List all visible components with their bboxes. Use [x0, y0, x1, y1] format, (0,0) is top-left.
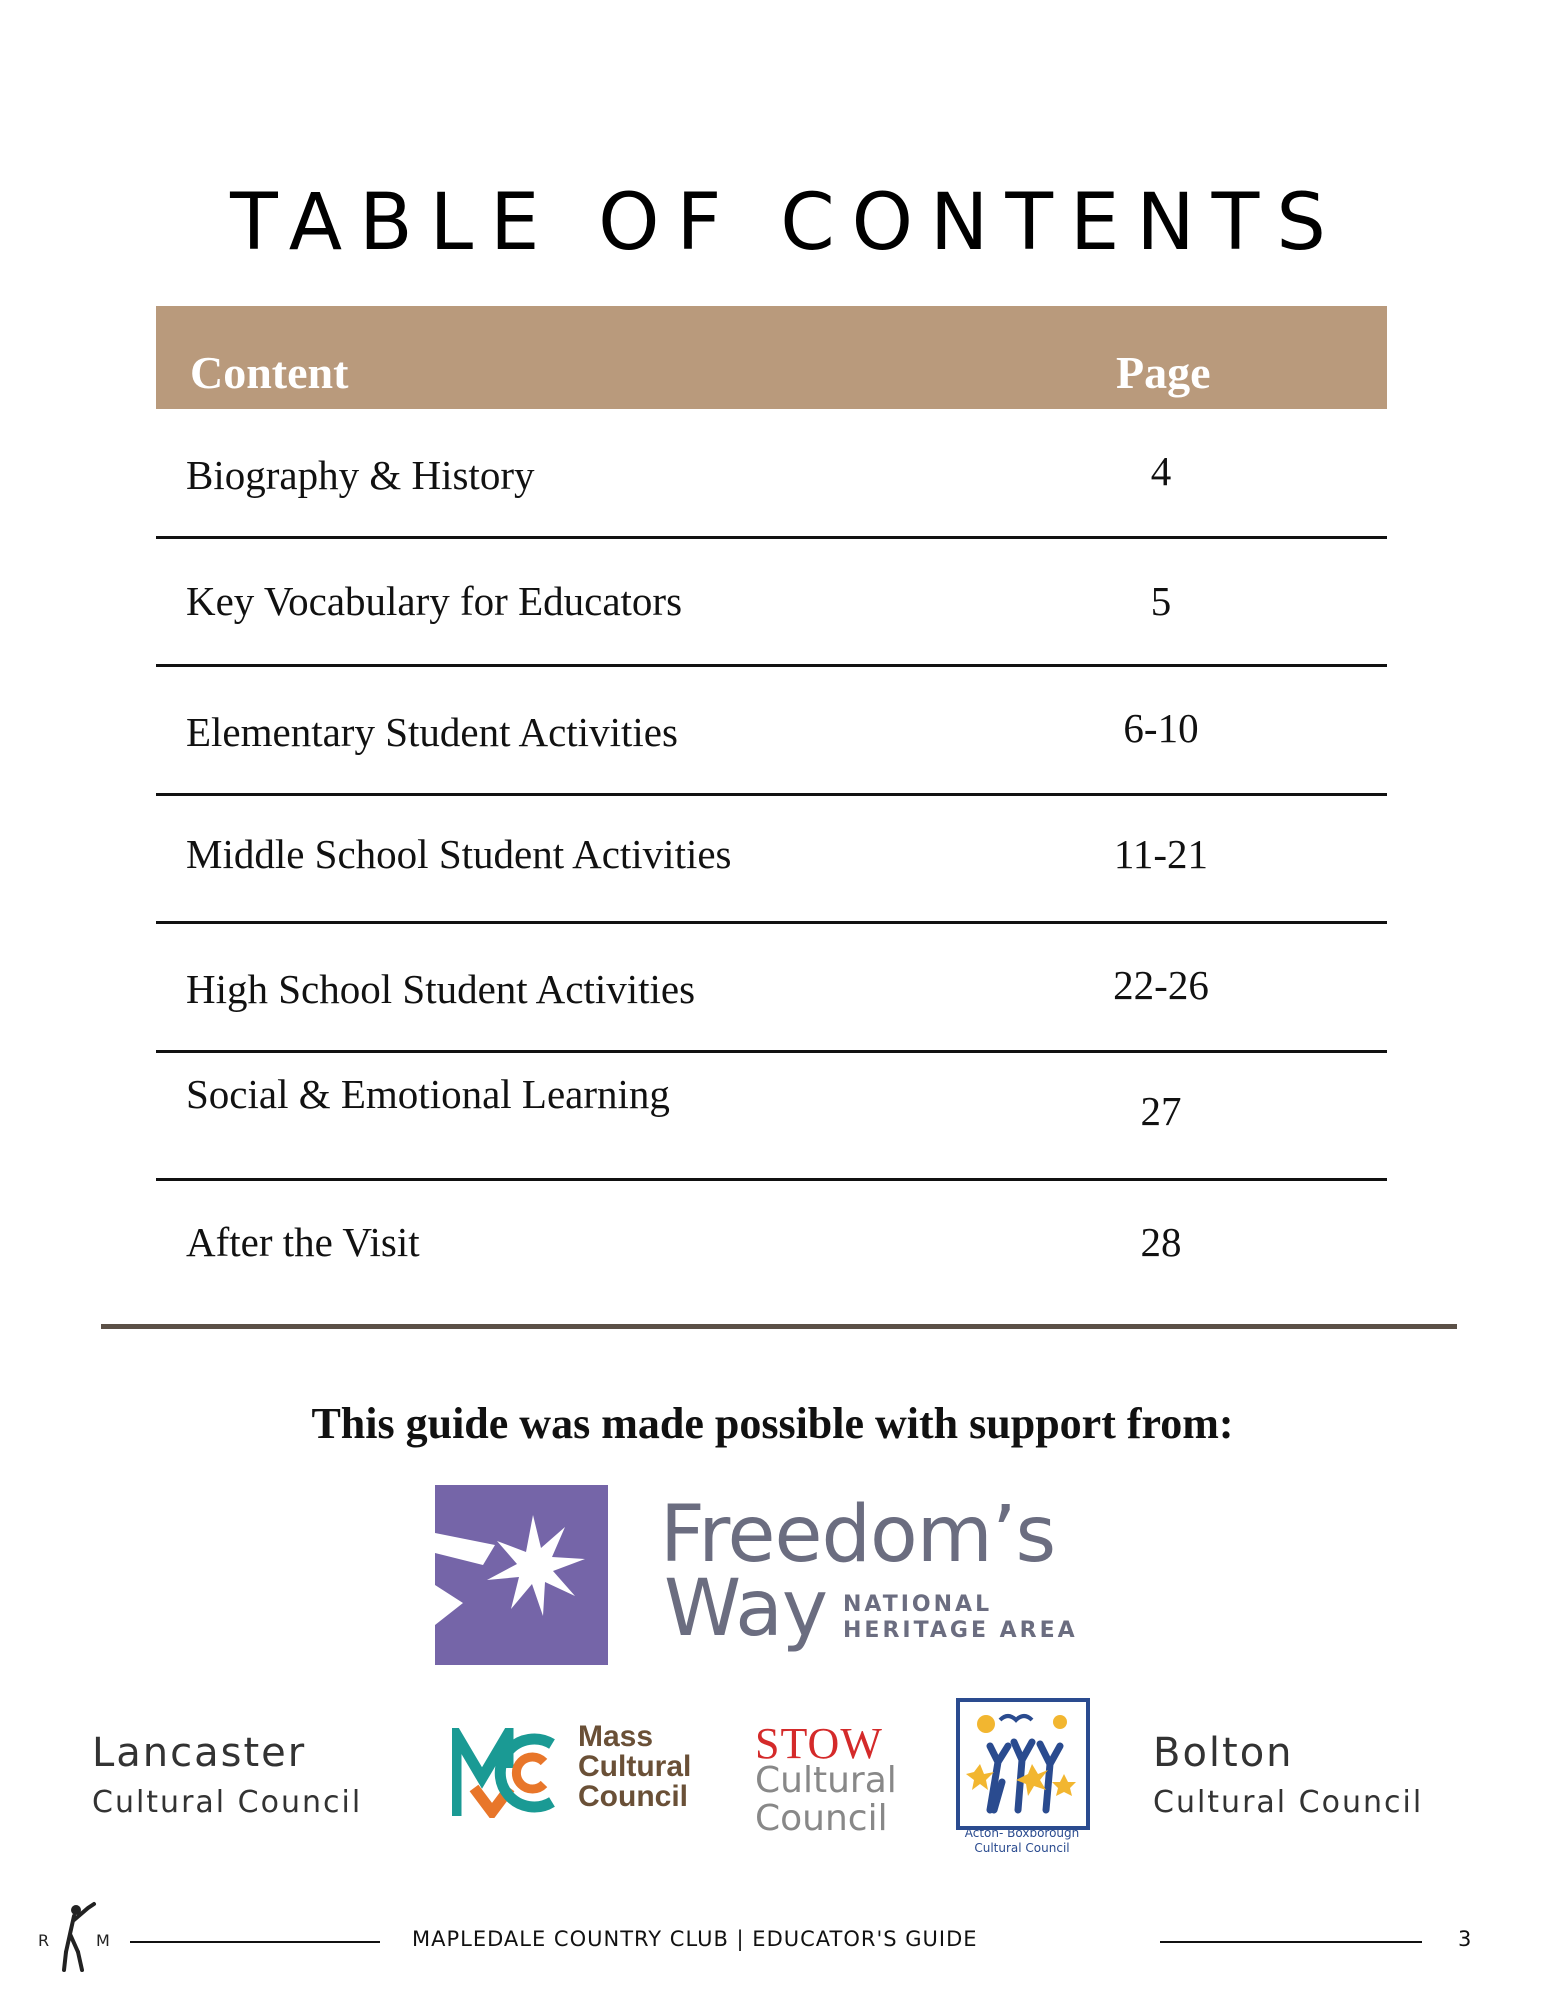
acton-boxborough-figures-icon — [960, 1702, 1086, 1826]
toc-row-page: 11-21 — [1113, 831, 1209, 877]
mcc-line2: Cultural — [578, 1750, 692, 1783]
stow-line3: Council — [755, 1798, 888, 1839]
toc-header-content: Content — [190, 347, 349, 398]
toc-row-page: 27 — [1140, 1088, 1182, 1134]
toc-row — [156, 1052, 1387, 1181]
toc-row-title: After the Visit — [186, 1219, 420, 1265]
toc-row-title: Middle School Student Activities — [186, 831, 732, 877]
footer-rule-left — [130, 1941, 380, 1943]
mass-cultural-council-logo-icon — [452, 1728, 557, 1818]
toc-row-title: Biography & History — [186, 452, 535, 498]
toc-header — [156, 306, 1387, 409]
toc-row — [156, 666, 1387, 795]
rm-golfer-logo-icon — [38, 1900, 110, 1980]
page-title: TABLE OF CONTENTS — [230, 178, 1343, 268]
toc-row-title: Elementary Student Activities — [186, 709, 678, 755]
stow-council-name: STOW — [755, 1719, 883, 1768]
toc-row-page: 28 — [1140, 1219, 1182, 1265]
mass-cultural-council-name — [578, 1722, 691, 1812]
toc-row — [156, 538, 1387, 667]
footer-logo-letter-r: R — [38, 1931, 50, 1950]
mcc-line1: Mass — [578, 1720, 654, 1753]
freedoms-way-subtitle-line2: HERITAGE AREA — [843, 1618, 1078, 1643]
bolton-council-subtitle: Cultural Council — [1153, 1785, 1424, 1820]
abcc-line1: Acton- Boxborough — [964, 1826, 1080, 1840]
footer-rule-right — [1160, 1941, 1422, 1943]
mcc-line3: Council — [578, 1780, 688, 1813]
footer-logo-letter-m: M — [96, 1931, 110, 1950]
footer-page-number: 3 — [1458, 1927, 1472, 1951]
toc-row-title: Key Vocabulary for Educators — [186, 578, 683, 624]
freedoms-way-star-logo-icon — [435, 1485, 608, 1665]
toc-row-page: 4 — [1150, 448, 1172, 494]
toc-row-page: 5 — [1150, 578, 1172, 624]
toc-row-page: 22-26 — [1113, 962, 1209, 1008]
toc-row — [156, 409, 1387, 538]
toc-row-page: 6-10 — [1123, 705, 1199, 751]
stow-line2: Cultural — [755, 1760, 897, 1801]
freedoms-way-name-line2: Way — [664, 1564, 828, 1654]
freedoms-way-subtitle-line1: NATIONAL — [843, 1592, 993, 1617]
toc-row-title: High School Student Activities — [186, 966, 696, 1012]
section-divider — [101, 1324, 1457, 1329]
footer-title: MAPLEDALE COUNTRY CLUB | EDUCATOR'S GUIDE — [412, 1927, 978, 1951]
lancaster-council-subtitle: Cultural Council — [92, 1785, 363, 1820]
toc-row — [156, 795, 1387, 924]
freedoms-way-name-line1: Freedom’s — [660, 1490, 1056, 1580]
abcc-line2: Cultural Council — [974, 1841, 1070, 1855]
toc-row — [156, 1180, 1387, 1309]
toc-row-title: Social & Emotional Learning — [186, 1071, 670, 1117]
acton-boxborough-logo — [956, 1698, 1090, 1830]
stow-council-subtitle — [755, 1762, 897, 1838]
acton-boxborough-council-name — [952, 1826, 1092, 1856]
toc-header-page: Page — [1116, 347, 1211, 398]
bolton-council-name: Bolton — [1153, 1730, 1294, 1776]
lancaster-council-name: Lancaster — [92, 1730, 307, 1776]
toc-row — [156, 923, 1387, 1052]
support-heading: This guide was made possible with support from: — [311, 1399, 1234, 1448]
